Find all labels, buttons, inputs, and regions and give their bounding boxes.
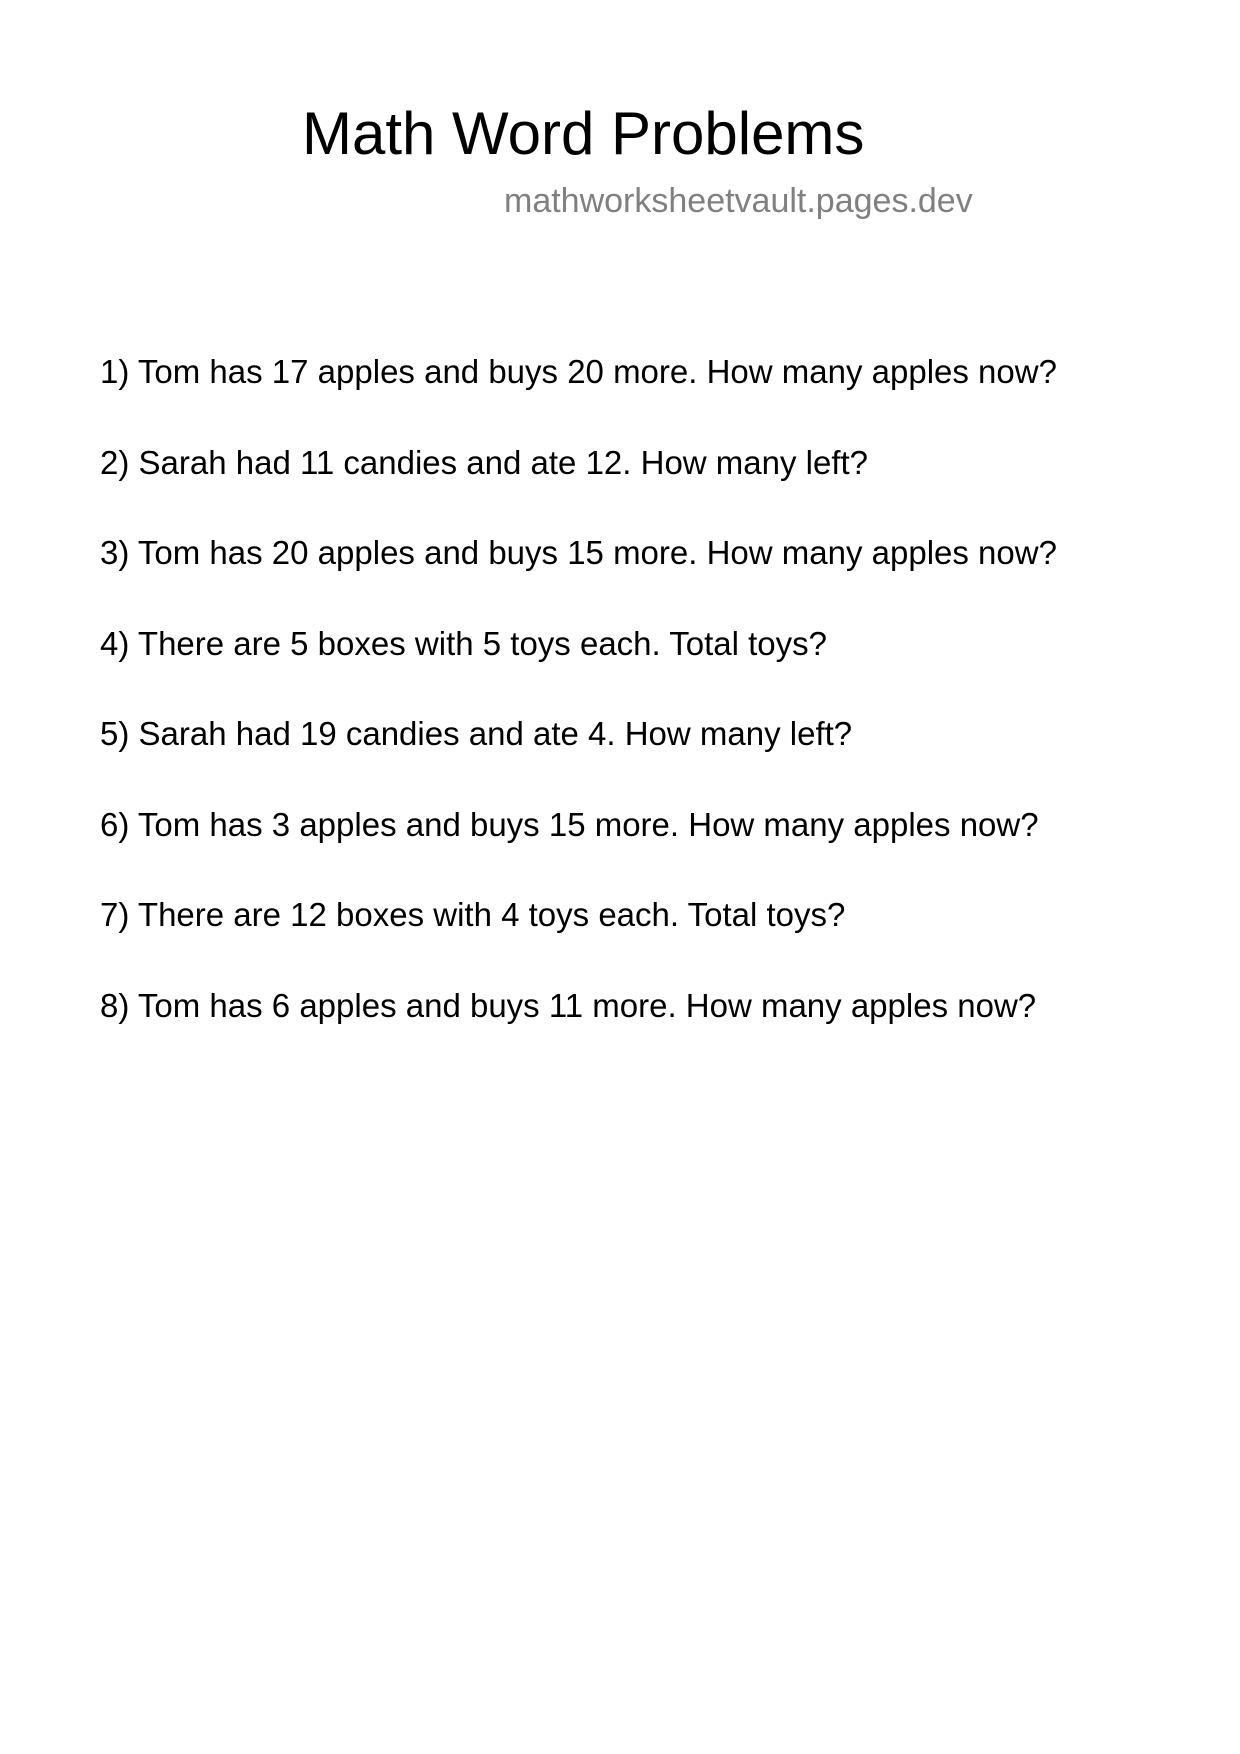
- problem-item: 5) Sarah had 19 candies and ate 4. How many left?: [100, 715, 853, 752]
- problem-list: [100, 352, 1057, 1076]
- source-url: mathworksheetvault.pages.dev: [504, 182, 973, 220]
- page-title: Math Word Problems: [302, 100, 865, 167]
- problem-item: 1) Tom has 17 apples and buys 20 more. How many apples now?: [100, 353, 1057, 390]
- problem-item: 2) Sarah had 11 candies and ate 12. How many left?: [100, 443, 869, 481]
- problem-item: 3) Tom has 20 apples and buys 15 more. How many apples now?: [100, 534, 1057, 571]
- problem-item: 4) There are 5 boxes with 5 toys each. Total toys?: [100, 624, 828, 662]
- problem-item: 8) Tom has 6 apples and buys 11 more. How many apples now?: [100, 986, 1037, 1024]
- problem-item: 6) Tom has 3 apples and buys 15 more. How many apples now?: [100, 805, 1039, 843]
- problem-item: 7) There are 12 boxes with 4 toys each. Total toys?: [100, 896, 846, 933]
